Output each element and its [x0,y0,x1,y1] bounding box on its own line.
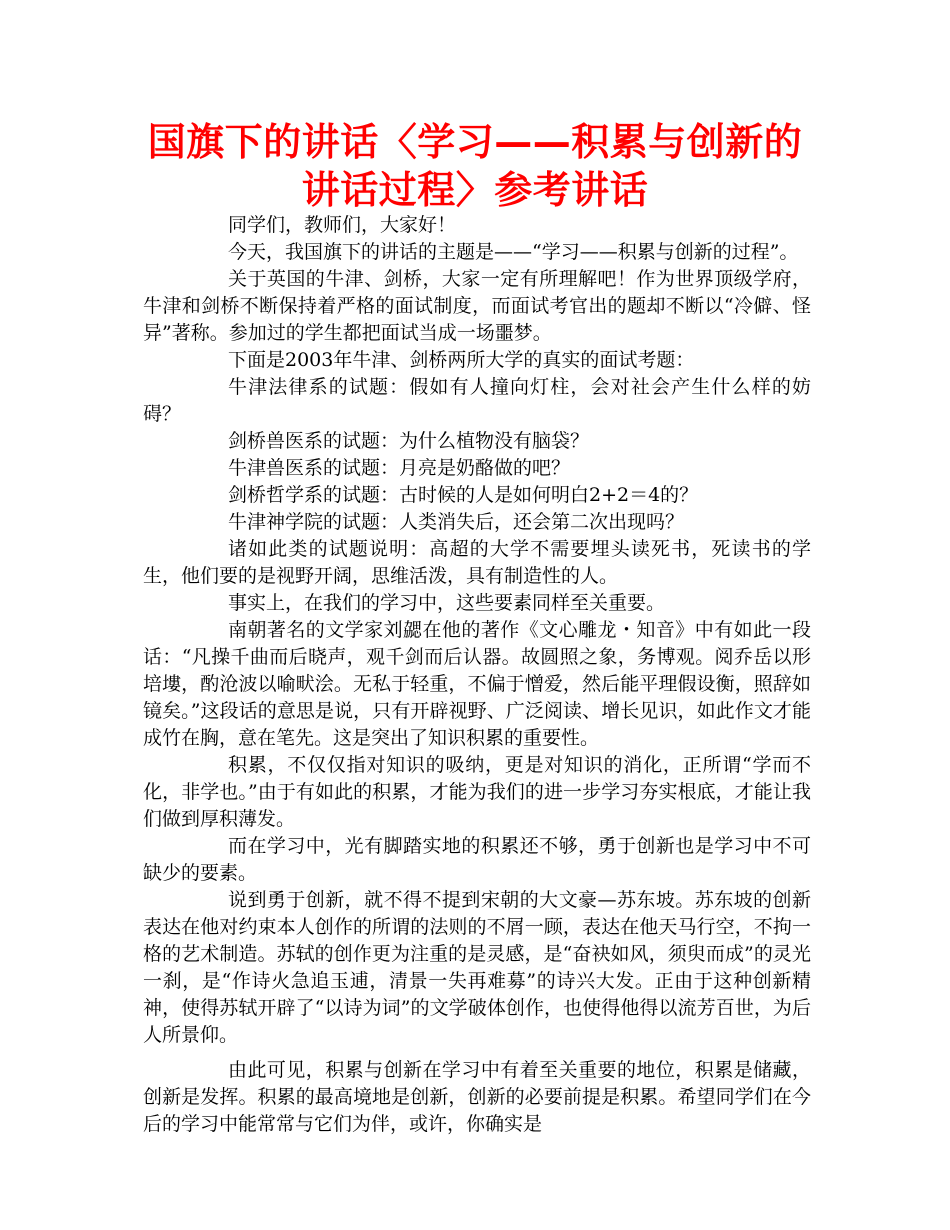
paragraph-importance: 事实上，在我们的学习中，这些要素同样至关重要。 [228,592,666,614]
paragraph-exam-question: 牛津兽医系的试题：月亮是奶酪做的吧？ [228,457,571,479]
paragraph-liu-xie: 南朝著名的文学家刘勰在他的著作《文心雕龙・知音》中有如此一段话：“凡操千曲而后晓声，观千剑而后认器。故圆照之象，务博观。阅乔岳以形培塿，酌沧波以喻畎浍。无私于轻重，不偏于憎爱，然后能平理假设衡，照辞如镜矣。”这段话的意思是说，只有开辟视野、广泛阅读、增长见识，如此作文才能成竹在胸，意在笔先。这是突出了知识积累的重要性。 [143,619,811,749]
paragraph-greeting: 同学们，教师们，大家好！ [228,214,457,236]
paragraph-exam-question: 牛津神学院的试题：人类消失后，还会第二次出现吗？ [228,511,685,533]
paragraph-exam-question: 牛津法律系的试题：假如有人撞向灯柱，会对社会产生什么样的妨碍？ [143,376,811,425]
document-title: 国旗下的讲话〈学习——积累与创新的讲话过程〉参考讲话 [147,120,803,212]
paragraph-exam-question: 剑桥兽医系的试题：为什么植物没有脑袋？ [228,430,590,452]
paragraph-su-dongpo: 说到勇于创新，就不得不提到宋朝的大文豪—苏东坡。苏东坡的创新表达在他对约束本人创作的所谓的法则的不屑一顾，表达在他天马行空，不拘一格的艺术制造。苏轼的创作更为注重的是灵感，是“奋袂如风，须臾而成”的灵光一刹，是“作诗火急追玉逋，清景一失再难募”的诗兴大发。正由于这种创新精神，使得苏轼开辟了“以诗为词”的文学破体创作，也使得他得以流芳百世，为后人所景仰。 [143,889,811,1046]
document-body [143,212,811,1138]
paragraph-conclusion: 由此可见，积累与创新在学习中有着至关重要的地位，积累是储藏，创新是发挥。积累的最高境地是创新，创新的必要前提是积累。希望同学们在今后的学习中能常常与它们为伴，或许，你确实是 [143,1059,811,1135]
paragraph-exam-conclusion: 诸如此类的试题说明：高超的大学不需要埋头读死书，死读书的学生，他们要的是视野开阔，思维活泼，具有制造性的人。 [143,538,811,587]
paragraph-oxford-cambridge: 关于英国的牛津、剑桥，大家一定有所理解吧！作为世界顶级学府，牛津和剑桥不断保持着严格的面试制度，而面试考官出的题却不断以“冷僻、怪异”著称。参加过的学生都把面试当成一场噩梦。 [143,268,811,344]
paragraph-exam-intro: 下面是2003年牛津、剑桥两所大学的真实的面试考题： [228,349,695,371]
paragraph-exam-question: 剑桥哲学系的试题：古时候的人是如何明白2+2＝4的？ [228,484,699,506]
paragraph-topic: 今天，我国旗下的讲话的主题是——“学习——积累与创新的过程”。 [228,241,799,263]
paragraph-innovation: 而在学习中，光有脚踏实地的积累还不够，勇于创新也是学习中不可缺少的要素。 [143,835,811,884]
paragraph-accumulation: 积累，不仅仅指对知识的吸纳，更是对知识的消化，正所谓“学而不化，非学也。”由于有如此的积累，才能为我们的进一步学习夯实根底，才能让我们做到厚积薄发。 [143,754,811,830]
